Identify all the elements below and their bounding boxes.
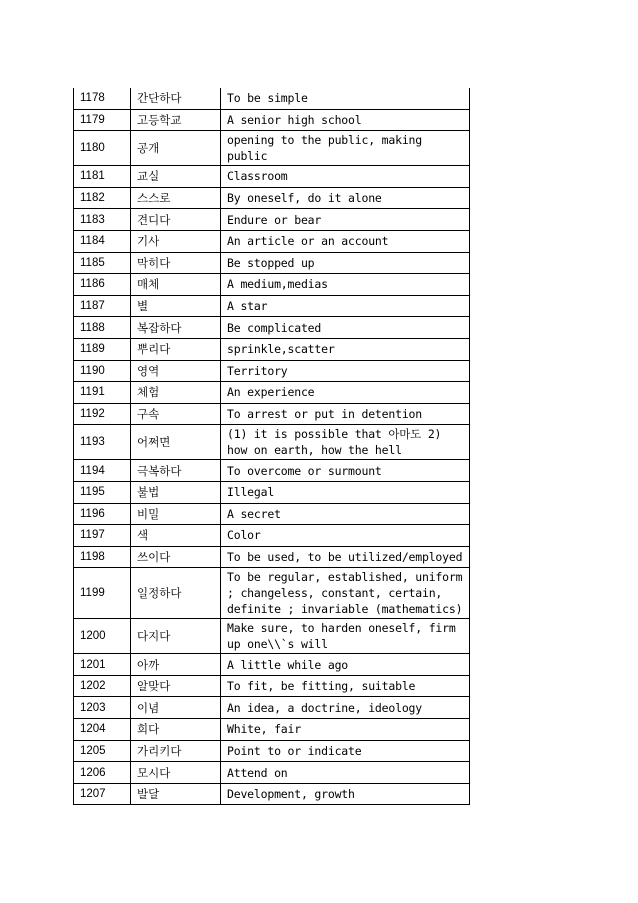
- english-meaning: Endure or bear: [221, 209, 470, 231]
- english-meaning: opening to the public, making public: [221, 131, 470, 166]
- table-row: [74, 481, 470, 503]
- english-meaning: An article or an account: [221, 230, 470, 252]
- korean-word: 교실: [131, 166, 221, 188]
- entry-number: 1190: [74, 360, 131, 382]
- english-meaning: Be stopped up: [221, 252, 470, 274]
- table-row: [74, 762, 470, 784]
- english-meaning: To be regular, established, uniform ; changeless, constant, certain, definite ; invariable (mathematics): [221, 568, 470, 619]
- entry-number: 1198: [74, 546, 131, 568]
- english-meaning: By oneself, do it alone: [221, 187, 470, 209]
- table-row: [74, 252, 470, 274]
- english-meaning: To be simple: [221, 88, 470, 109]
- korean-word: 알맞다: [131, 675, 221, 697]
- entry-number: 1184: [74, 230, 131, 252]
- korean-word: 다지다: [131, 619, 221, 654]
- korean-word: 막히다: [131, 252, 221, 274]
- korean-word: 일정하다: [131, 568, 221, 619]
- korean-word: 극복하다: [131, 460, 221, 482]
- korean-word: 영역: [131, 360, 221, 382]
- table-row: [74, 317, 470, 339]
- english-meaning: Make sure, to harden oneself, firm up one\\`s will: [221, 619, 470, 654]
- entry-number: 1207: [74, 783, 131, 805]
- table-row: [74, 619, 470, 654]
- english-meaning: Color: [221, 525, 470, 547]
- korean-word: 공개: [131, 131, 221, 166]
- entry-number: 1183: [74, 209, 131, 231]
- english-meaning: (1) it is possible that 아마도 2) how on earth, how the hell: [221, 425, 470, 460]
- english-meaning: To be used, to be utilized/employed: [221, 546, 470, 568]
- entry-number: 1180: [74, 131, 131, 166]
- korean-word: 발달: [131, 783, 221, 805]
- korean-word: 기사: [131, 230, 221, 252]
- korean-word: 매체: [131, 274, 221, 296]
- vocabulary-table-body: [74, 88, 470, 805]
- entry-number: 1200: [74, 619, 131, 654]
- korean-word: 견디다: [131, 209, 221, 231]
- table-row: [74, 338, 470, 360]
- english-meaning: An experience: [221, 382, 470, 404]
- entry-number: 1178: [74, 88, 131, 109]
- english-meaning: A star: [221, 295, 470, 317]
- table-row: [74, 131, 470, 166]
- korean-word: 별: [131, 295, 221, 317]
- entry-number: 1194: [74, 460, 131, 482]
- english-meaning: An idea, a doctrine, ideology: [221, 697, 470, 719]
- entry-number: 1205: [74, 740, 131, 762]
- korean-word: 아까: [131, 654, 221, 676]
- entry-number: 1189: [74, 338, 131, 360]
- entry-number: 1203: [74, 697, 131, 719]
- table-row: [74, 460, 470, 482]
- english-meaning: Development, growth: [221, 783, 470, 805]
- table-row: [74, 568, 470, 619]
- korean-word: 이념: [131, 697, 221, 719]
- entry-number: 1179: [74, 109, 131, 131]
- korean-word: 가리키다: [131, 740, 221, 762]
- korean-word: 어쩌면: [131, 425, 221, 460]
- english-meaning: Illegal: [221, 481, 470, 503]
- english-meaning: Point to or indicate: [221, 740, 470, 762]
- korean-word: 복잡하다: [131, 317, 221, 339]
- english-meaning: Be complicated: [221, 317, 470, 339]
- entry-number: 1193: [74, 425, 131, 460]
- entry-number: 1182: [74, 187, 131, 209]
- english-meaning: To fit, be fitting, suitable: [221, 675, 470, 697]
- english-meaning: White, fair: [221, 719, 470, 741]
- korean-word: 스스로: [131, 187, 221, 209]
- table-row: [74, 230, 470, 252]
- table-row: [74, 166, 470, 188]
- entry-number: 1201: [74, 654, 131, 676]
- english-meaning: sprinkle,scatter: [221, 338, 470, 360]
- korean-word: 체험: [131, 382, 221, 404]
- english-meaning: Classroom: [221, 166, 470, 188]
- english-meaning: A senior high school: [221, 109, 470, 131]
- korean-word: 모시다: [131, 762, 221, 784]
- korean-word: 비밀: [131, 503, 221, 525]
- korean-word: 구속: [131, 403, 221, 425]
- english-meaning: A medium,medias: [221, 274, 470, 296]
- table-row: [74, 109, 470, 131]
- english-meaning: A little while ago: [221, 654, 470, 676]
- korean-word: 간단하다: [131, 88, 221, 109]
- entry-number: 1206: [74, 762, 131, 784]
- entry-number: 1188: [74, 317, 131, 339]
- table-row: [74, 360, 470, 382]
- korean-word: 쓰이다: [131, 546, 221, 568]
- table-row: [74, 88, 470, 109]
- vocabulary-table: [73, 88, 470, 805]
- entry-number: 1197: [74, 525, 131, 547]
- table-row: [74, 697, 470, 719]
- table-row: [74, 187, 470, 209]
- table-row: [74, 209, 470, 231]
- table-row: [74, 274, 470, 296]
- table-row: [74, 403, 470, 425]
- entry-number: 1191: [74, 382, 131, 404]
- table-row: [74, 425, 470, 460]
- korean-word: 고등학교: [131, 109, 221, 131]
- table-row: [74, 546, 470, 568]
- table-row: [74, 503, 470, 525]
- table-row: [74, 525, 470, 547]
- table-row: [74, 740, 470, 762]
- korean-word: 뿌리다: [131, 338, 221, 360]
- english-meaning: To overcome or surmount: [221, 460, 470, 482]
- english-meaning: A secret: [221, 503, 470, 525]
- korean-word: 희다: [131, 719, 221, 741]
- korean-word: 색: [131, 525, 221, 547]
- entry-number: 1202: [74, 675, 131, 697]
- english-meaning: To arrest or put in detention: [221, 403, 470, 425]
- english-meaning: Territory: [221, 360, 470, 382]
- entry-number: 1199: [74, 568, 131, 619]
- table-row: [74, 295, 470, 317]
- entry-number: 1187: [74, 295, 131, 317]
- table-row: [74, 783, 470, 805]
- english-meaning: Attend on: [221, 762, 470, 784]
- korean-word: 불법: [131, 481, 221, 503]
- entry-number: 1196: [74, 503, 131, 525]
- entry-number: 1181: [74, 166, 131, 188]
- table-row: [74, 382, 470, 404]
- table-row: [74, 719, 470, 741]
- entry-number: 1186: [74, 274, 131, 296]
- table-row: [74, 675, 470, 697]
- table-row: [74, 654, 470, 676]
- entry-number: 1204: [74, 719, 131, 741]
- entry-number: 1185: [74, 252, 131, 274]
- entry-number: 1192: [74, 403, 131, 425]
- entry-number: 1195: [74, 481, 131, 503]
